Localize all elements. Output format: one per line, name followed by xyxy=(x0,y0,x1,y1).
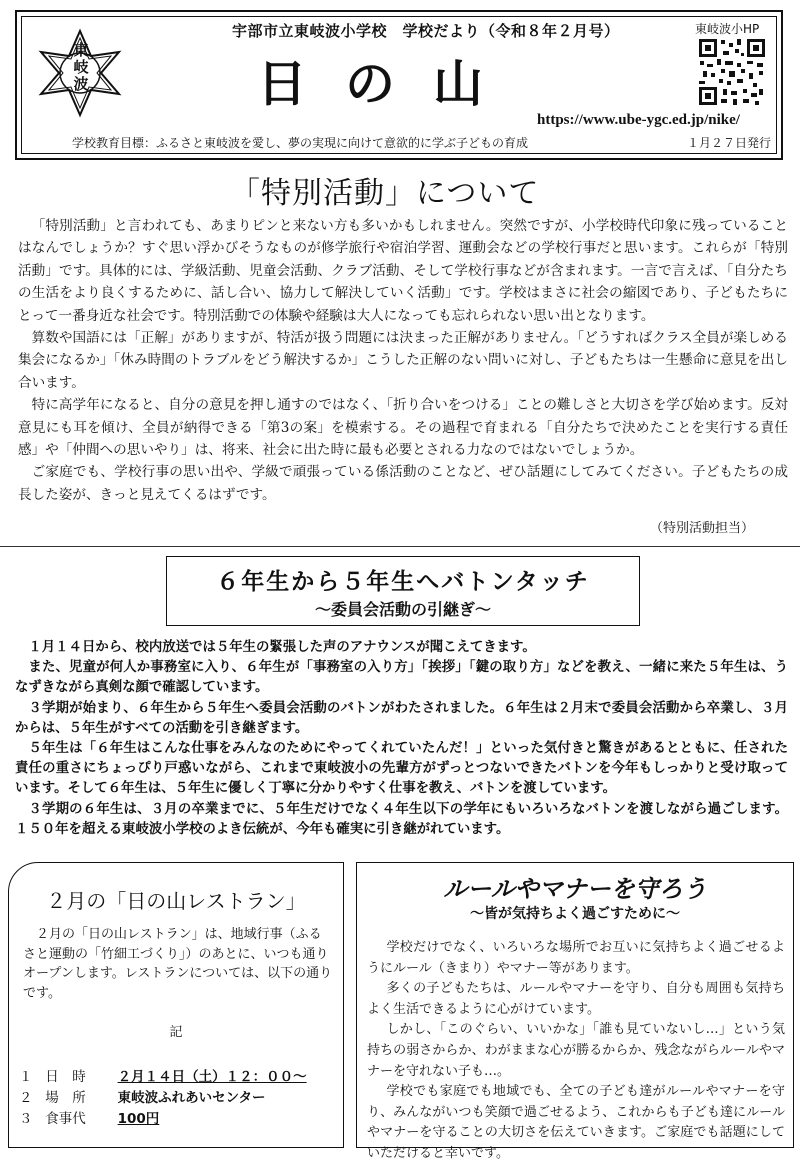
section2-subtitle: ～委員会活動の引継ぎ～ xyxy=(314,600,491,619)
section1-signature: （特別活動担当） xyxy=(650,521,755,536)
item-value: 東岐波ふれあいセンター xyxy=(117,1090,266,1106)
item-label: 日 時 xyxy=(45,1069,86,1085)
section1-body xyxy=(18,215,788,506)
info-row-place xyxy=(19,1086,266,1106)
paragraph: 算数や国語には「正解」がありますが、特活が扱う問題には決まった正解がありません。「どうすればクラス全員が楽しめる集会になるか」「休み時間のトラブルをどう解決するか」こうした正解のない問いに対し、子どもたちは一生懸命に意見を出し合います。 xyxy=(18,330,788,391)
item-label: 食事代 xyxy=(45,1111,86,1127)
info-row-price xyxy=(19,1107,159,1127)
paragraph: 多くの子どもたちは、ルールやマナーを守り、自分も周囲も気持ちよく生活できるように心がけています。 xyxy=(367,981,785,1017)
rules-subtitle: ～皆が気持ちよく過ごすために～ xyxy=(470,906,680,922)
paragraph: ５年生は「６年生はこんな仕事をみんなのためにやってくれていたんだ！」といった気付きと驚きがあるとともに、任された責任の重さにちょっぴり戸惑いながら、これまで東岐波小の先輩方がずっとつないできたバトンを今年もしっかりと受け取っています。そして６年生は、５年生に優しく丁寧に分かりやすく仕事を教え、バトンを渡しています。 xyxy=(15,741,788,797)
item-number: １ xyxy=(19,1069,33,1085)
section2-body xyxy=(15,638,788,840)
hp-label: 東岐波小HP xyxy=(695,22,760,36)
paragraph: ３学期の６年生は、３月の卒業までに、５年生だけでなく４年生以下の学年にもいろいろなバトンを渡しながら過ごします。１５０年を超える東岐波小学校のよき伝統が、今年も確実に引き継がれています。 xyxy=(15,801,788,837)
school-title: 宇部市立東岐波小学校 学校だより（令和８年２月号） xyxy=(232,22,620,40)
paragraph: ２月の「日の山レストラン」は、地域行事（ふるさと運動の「竹細工づくり」）のあとに、いつも通りオープンします。レストランについては、以下の通りです。 xyxy=(23,927,333,1001)
item-value: ２月１４日（土）１２：００～ xyxy=(117,1069,307,1085)
restaurant-body xyxy=(23,925,333,1003)
rules-body xyxy=(367,938,785,1165)
paragraph: 学校でも家庭でも地域でも、全ての子ども達がルールやマナーを守り、みんながいつも笑顔で過ごせるよう、これからも子ども達にルールやマナーを守ることの大切さを伝えていきます。ご家庭でも話題にしていただけると幸いです。 xyxy=(367,1084,785,1161)
paragraph: 特に高学年になると、自分の意見を押し通すのではなく、「折り合いをつける」ことの難しさと大切さを学び始めます。反対意見にも耳を傾け、全員が納得できる「第3の案」を模索する。その過程で育まれる「自分たちで決めたことを実行する責任感」や「仲間への思いやり」は、将来、社会に出た時に最も必要とされる力なのではないでしょうか。 xyxy=(18,397,788,459)
emblem-text: 東岐波 xyxy=(73,41,89,93)
paragraph: 「特別活動」と言われても、あまりピンと来ない方も多いかもしれません。突然ですが、小学校時代印象に残っていることはなんでしょうか？すぐ思い浮かびそうなものが修学旅行や宿泊学習、運動会などの学校行事だと思います。これらが「特別活動」です。具体的には、学級活動、児童会活動、クラブ活動、そして学校行事などが含まれます。一言で言えば、「自分たちの生活をより良くするために、話し合い、協力して解決していく活動」です。学校はまさに社会の縮図であり、子どもたちにとって一番身近な社会です。特別活動での体験や経験は大人になっても忘れられない思い出となります。 xyxy=(18,218,788,324)
item-label: 場 所 xyxy=(45,1090,86,1106)
paragraph: ３学期が始まり、６年生から５年生へ委員会活動のバトンがわたされました。６年生は２月末で委員会活動から卒業し、３月からは、５年生がすべての活動を引き継ぎます。 xyxy=(15,700,788,736)
restaurant-box xyxy=(8,862,344,1148)
ki-label: 記 xyxy=(169,1025,183,1040)
qr-code-icon[interactable] xyxy=(697,37,767,107)
restaurant-title: ２月の「日の山レストラン」 xyxy=(46,889,306,913)
section-divider xyxy=(0,546,800,547)
newsletter-header xyxy=(15,10,783,160)
school-goal: 学校教育目標：ふるさと東岐波を愛し、夢の実現に向けて意欲的に学ぶ子どもの育成 xyxy=(72,136,529,150)
item-value: 100円 xyxy=(117,1111,160,1127)
issue-date: １月２７日発行 xyxy=(687,136,772,150)
section2-title: ６年生から５年生へバトンタッチ xyxy=(216,569,590,595)
info-row-datetime xyxy=(19,1065,307,1085)
rules-title: ルールやマナーを守ろう xyxy=(443,875,707,903)
school-url-link[interactable]: https://www.ube-ygc.ed.jp/nike/ xyxy=(537,112,740,128)
item-number: ２ xyxy=(19,1090,33,1106)
paragraph: しかし、「このぐらい、いいかな」「誰も見ていないし…」という気持ちの弱さからか、わがままな心が勝るからか、残念ながらルールやマナーを守れない子も…。 xyxy=(367,1022,785,1079)
paragraph: ご家庭でも、学校行事の思い出や、学級で頑張っている係活動のことなど、ぜひ話題にしてみてください。子どもたちの成長した姿が、きっと見えてくるはずです。 xyxy=(18,464,788,503)
paragraph: また、児童が何人か事務室に入り、６年生が「事務室の入り方」「挨拶」「鍵の取り方」などを教え、一緒に来た５年生は、うなずきながら真剣な顔で確認しています。 xyxy=(15,660,788,696)
paper-title: 日の山 xyxy=(257,55,521,113)
section1-title: 「特別活動」について xyxy=(230,176,540,211)
paragraph: 学校だけでなく、いろいろな場所でお互いに気持ちよく過ごせるようにルール（きまり）やマナー等があります。 xyxy=(367,940,785,976)
section2-title-box xyxy=(166,556,640,626)
rules-box xyxy=(356,862,794,1161)
item-number: ３ xyxy=(19,1111,33,1127)
paragraph: １月１４日から、校内放送では５年生の緊張した声のアナウンスが聞こえてきます。 xyxy=(28,640,536,655)
